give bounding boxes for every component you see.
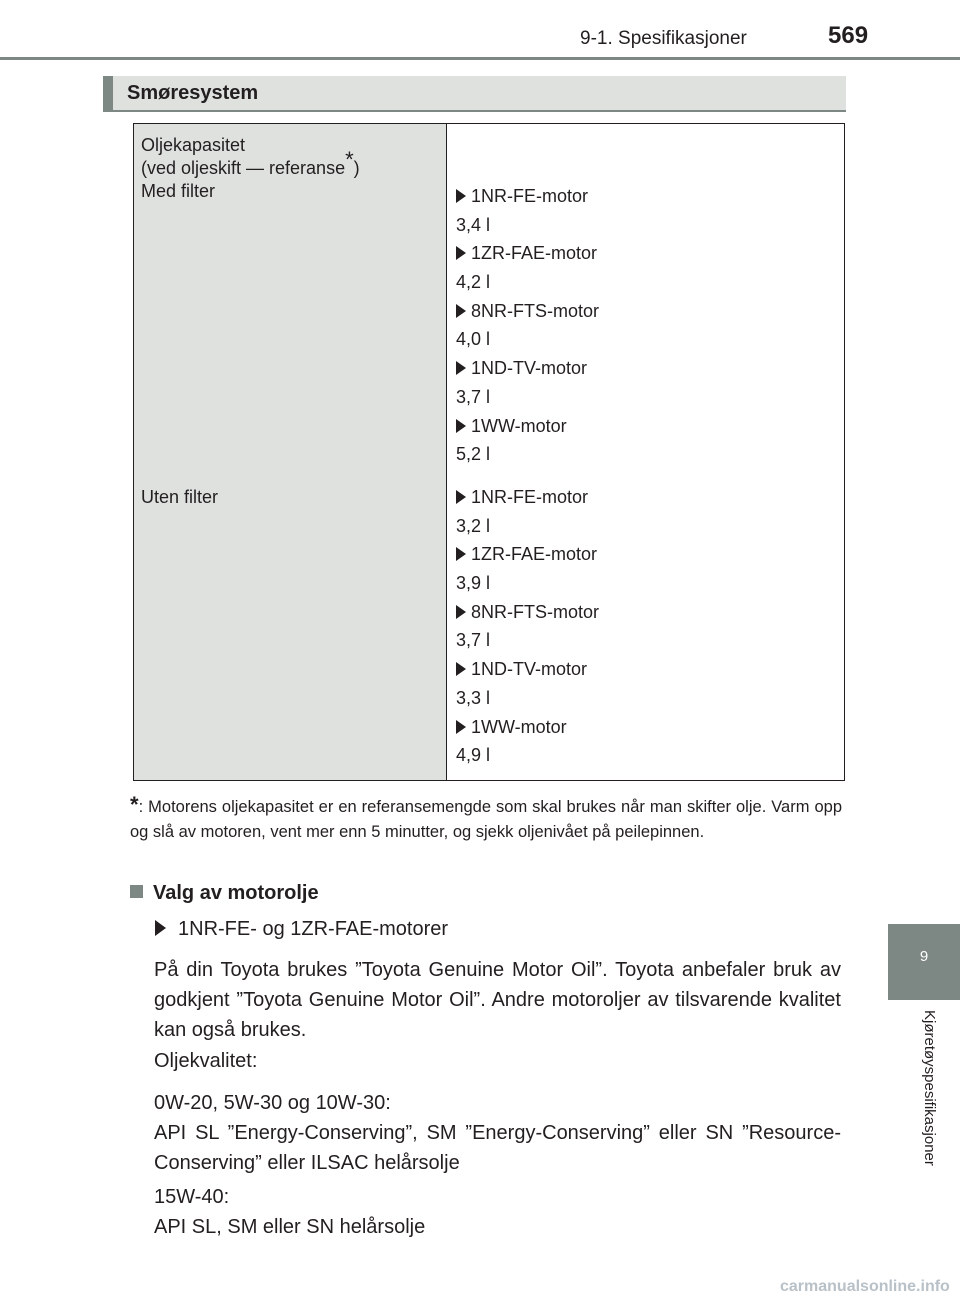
- with-filter-values: [456, 182, 599, 469]
- list-item: [456, 297, 599, 326]
- section-heading-bar: [103, 76, 846, 112]
- list-item: [456, 354, 599, 383]
- capacity-value: 3,9 l: [456, 573, 491, 594]
- capacity-value: 3,2 l: [456, 515, 491, 536]
- oil-capacity-table: [133, 123, 845, 781]
- triangle-bullet-icon: [456, 361, 466, 375]
- engine-name: 1ND-TV-motor: [471, 358, 588, 379]
- list-item: [456, 713, 599, 742]
- paragraph-oil-recommendation: På din Toyota brukes ”Toyota Genuine Motor Oil”. Toyota anbefaler bruk av godkjent ”Toyota Genuine Motor Oil”. Andre motoroljer av tilsvarende kvalitet kan også brukes.: [154, 959, 841, 1041]
- label-without-filter: Uten filter: [141, 487, 219, 507]
- footnote: [130, 792, 842, 845]
- engine-name: 8NR-FTS-motor: [471, 300, 600, 321]
- capacity-value: 3,4 l: [456, 214, 491, 235]
- footnote-marker: *: [130, 792, 139, 817]
- engine-name: 1WW-motor: [471, 415, 567, 436]
- list-item: [456, 182, 599, 211]
- list-item: [456, 483, 599, 512]
- grade-1-viscosity: 0W-20, 5W-30 og 10W-30:: [154, 1092, 391, 1114]
- label-oil-capacity: [141, 134, 360, 203]
- triangle-bullet-icon: [456, 419, 466, 433]
- engine-group-text: 1NR-FE- og 1ZR-FAE-motorer: [178, 918, 449, 940]
- capacity-value: 4,0 l: [456, 329, 491, 350]
- subheading-text: Valg av motorolje: [153, 882, 319, 904]
- paragraph-oil-quality: Oljekvalitet:: [154, 1050, 258, 1072]
- grade-2-spec: API SL, SM eller SN helårsolje: [154, 1216, 426, 1238]
- list-item: [456, 655, 599, 684]
- capacity-value: 3,7 l: [456, 386, 491, 407]
- engine-name: 1NR-FE-motor: [471, 487, 589, 507]
- label-line-1: Oljekapasitet: [141, 135, 246, 155]
- without-filter-values: [456, 483, 599, 770]
- capacity-value: 5,2 l: [456, 444, 491, 465]
- triangle-bullet-icon: [155, 920, 166, 936]
- label-with-filter: Med filter: [141, 181, 216, 201]
- engine-name: 1WW-motor: [471, 716, 567, 737]
- table-label-column: [134, 124, 447, 780]
- list-item: [456, 239, 599, 268]
- chapter-side-tab: [888, 924, 960, 1301]
- chapter-number: 9: [888, 924, 960, 1000]
- capacity-value: 3,7 l: [456, 630, 491, 651]
- footnote-text: : Motorens oljekapasitet er en referansemengde som skal brukes når man skifter olje. Varm opp og slå av motoren, vent mer enn 5 minutter, og sjekk oljenivået på peilepinnen.: [130, 798, 842, 841]
- engine-name: 1ND-TV-motor: [471, 659, 588, 680]
- triangle-bullet-icon: [456, 720, 466, 734]
- list-item: [456, 412, 599, 441]
- label-line-2: [141, 147, 360, 180]
- engine-name: 1ZR-FAE-motor: [471, 243, 598, 264]
- reference-star: *: [345, 147, 354, 172]
- header-section-title: 9-1. Spesifikasjoner: [580, 28, 747, 49]
- capacity-value: 3,3 l: [456, 687, 491, 708]
- paragraph-grade-1: [154, 1088, 841, 1178]
- engine-name: 8NR-FTS-motor: [471, 601, 600, 622]
- grade-1-spec: API SL ”Energy-Conserving”, SM ”Energy-Conserving” eller SN ”Resource-Conserving” eller ILSAC helårsolje: [154, 1122, 841, 1174]
- triangle-bullet-icon: [456, 304, 466, 318]
- triangle-bullet-icon: [456, 605, 466, 619]
- square-bullet-icon: [130, 885, 143, 898]
- triangle-bullet-icon: [456, 490, 466, 504]
- list-item: [456, 540, 599, 569]
- capacity-value: 4,2 l: [456, 272, 491, 293]
- page-number: 569: [828, 22, 869, 49]
- list-item: [456, 598, 599, 627]
- subheading: [130, 882, 319, 905]
- capacity-value: 4,9 l: [456, 745, 491, 766]
- engine-name: 1NR-FE-motor: [471, 186, 589, 206]
- triangle-bullet-icon: [456, 189, 466, 203]
- paragraph-grade-2: [154, 1182, 841, 1242]
- chapter-label: Kjøretøyspesifikasjoner: [921, 1010, 938, 1166]
- grade-2-viscosity: 15W-40:: [154, 1186, 230, 1208]
- section-accent: [103, 76, 113, 110]
- label-line-2-text: (ved oljeskift — referanse: [141, 158, 346, 178]
- header-rule: [0, 57, 960, 60]
- triangle-bullet-icon: [456, 662, 466, 676]
- triangle-bullet-icon: [456, 246, 466, 260]
- engine-group-bullet: [155, 918, 448, 941]
- engine-name: 1ZR-FAE-motor: [471, 544, 598, 565]
- triangle-bullet-icon: [456, 547, 466, 561]
- section-title: Smøresystem: [127, 82, 259, 104]
- label-line-2-close: ): [353, 158, 360, 178]
- watermark: carmanualsonline.info: [780, 1278, 950, 1295]
